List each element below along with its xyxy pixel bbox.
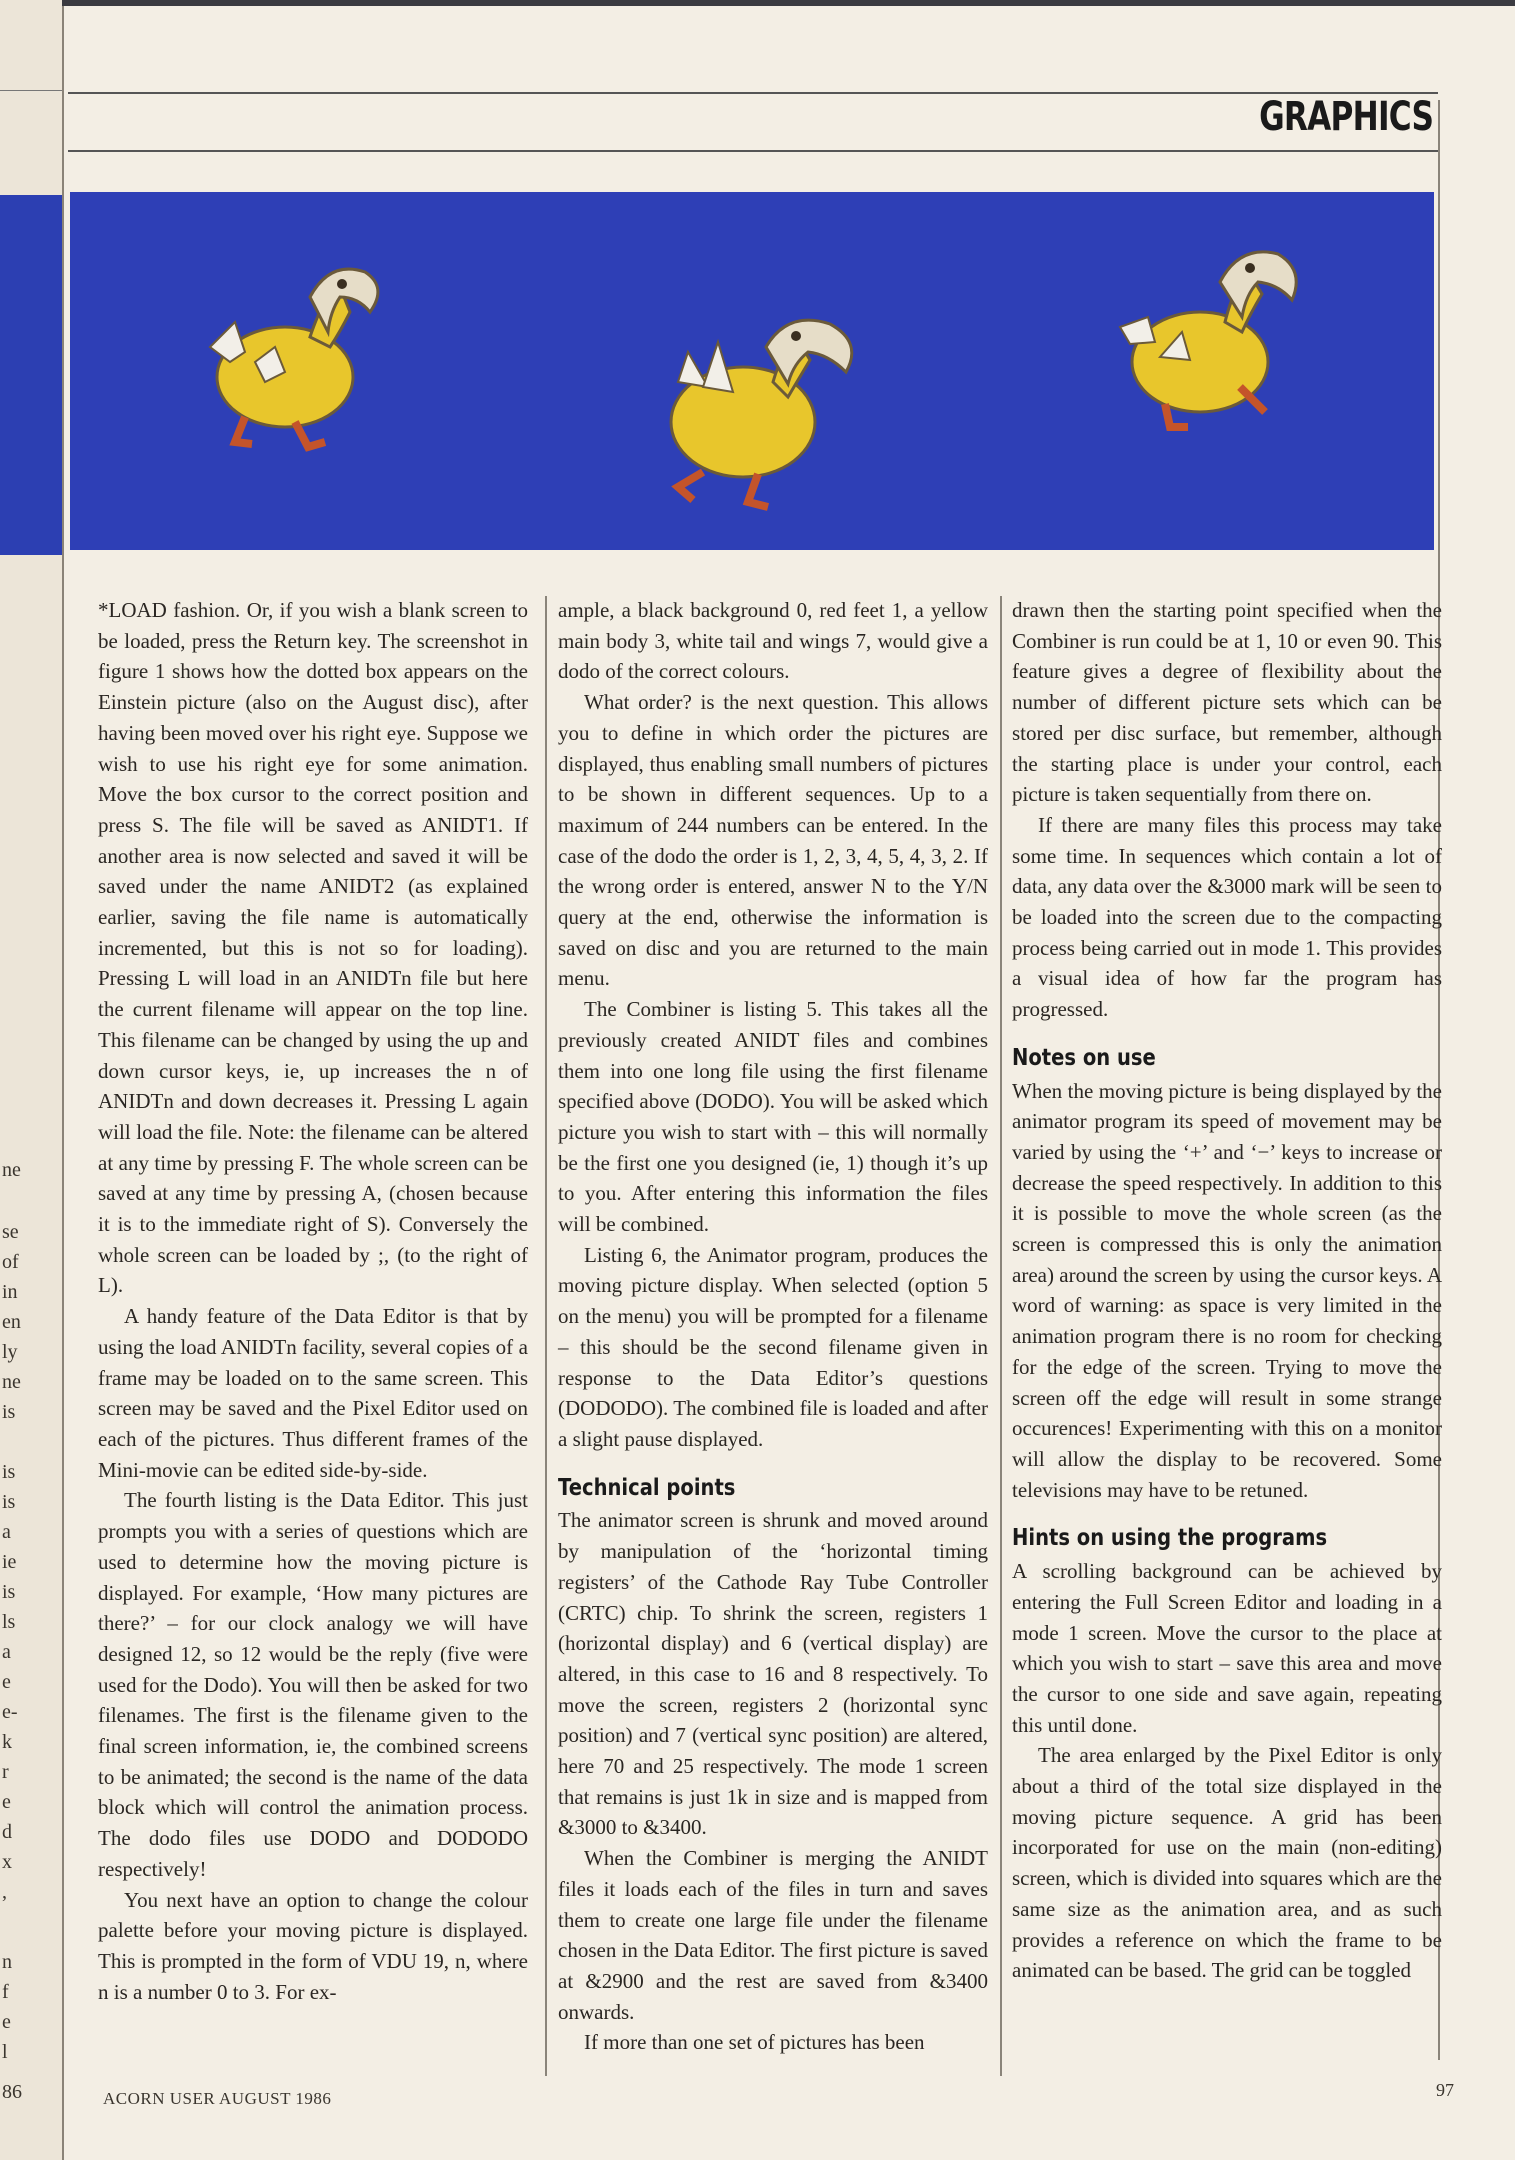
subheading-notes-on-use: Notes on use <box>1012 1044 1156 1071</box>
previous-page-fragment: ls <box>2 1611 16 1633</box>
previous-page-fragment: n <box>2 1951 12 1973</box>
dodo-animation-figure <box>70 192 1434 550</box>
paragraph: The area enlarged by the Pixel Editor is only about a third of the total size displayed in the moving picture sequence. A grid has been incorporated for use on the main (non-editing) screen, which is divided into squares which are the same size as the animation area, and as such provides a reference on which the frame to be animated can be based. The grid can be toggled <box>1012 1743 1442 1983</box>
text-column-1 <box>98 595 528 2007</box>
paragraph: When the Combiner is merging the ANIDT files it loads each of the files in turn and saves them to create one large file under the filename chosen in the Data Editor. The first picture is saved at &2900 and the rest are saved from &3400 onwards. <box>558 1846 988 2024</box>
header-rule-bottom <box>68 150 1438 152</box>
page-top-border <box>62 0 1515 6</box>
previous-page-fragment: , <box>2 1881 7 1903</box>
previous-page-fragment: ie <box>2 1551 17 1573</box>
paragraph: Listing 6, the Animator program, produces the moving picture display. When selected (option 5 on the menu) you will be prompted for a filename – this should be the second filename given in response to the Data Editor’s questions (DODODO). The combined file is loaded and after a slight pause displayed. <box>558 1242 988 1451</box>
paragraph: What order? is the next question. This allows you to define in which order the pictures are displayed, thus enabling small numbers of pictures to be shown in different sequences. Up to a maximum of 244 numbers can be entered. In the case of the dodo the order is 1, 2, 3, 4, 5, 4, 3, 2. If the wrong order is entered, answer N to the Y/N query at the end, otherwise the information is saved on disc and you are returned to the main menu. <box>558 690 988 991</box>
previous-page-fragment: en <box>2 1311 21 1333</box>
previous-page-fragment: x <box>2 1851 12 1873</box>
paragraph: The animator screen is shrunk and moved around by manipulation of the ‘horizontal timing registers’ of the Cathode Ray Tube Controller (CRTC) chip. To shrink the screen, registers 1 (horizontal display) and 6 (vertical display) are altered, in this case to 16 and 8 respectively. To move the screen, registers 2 (horizontal sync position) and 7 (vertical sync position) are altered, here 70 and 25 respectively. The mode 1 screen that remains is just 1k in size and is mapped from &3000 to &3400. <box>558 1508 988 1840</box>
subheading-technical-points: Technical points <box>558 1474 736 1501</box>
previous-page-fragment: e- <box>2 1701 18 1723</box>
paragraph: ample, a black background 0, red feet 1, a yellow main body 3, white tail and wings 7, would give a dodo of the correct colours. <box>558 598 988 684</box>
previous-page-fragment: d <box>2 1821 12 1843</box>
previous-page-fragment: r <box>2 1761 9 1783</box>
publication-footer: ACORN USER AUGUST 1986 <box>103 2089 332 2108</box>
paragraph: When the moving picture is being displayed by the animator program its speed of movement may be varied by using the ‘+’ and ‘−’ keys to increase or decrease the speed respectively. In addition to this it is possible to move the whole screen (as the screen is compressed this is only the animation area) around the screen by using the cursor keys. A word of warning: as space is very limited in the animation program there is no room for checking for the edge of the screen. Trying to move the screen off the edge will result in some strange occurences! Experimenting with this on a monitor will allow the display to be recovered. Some televisions may have to be retuned. <box>1012 1078 1442 1502</box>
previous-page-fragment: 86 <box>2 2081 22 2103</box>
previous-page-fragment: is <box>2 1401 16 1423</box>
section-title: GRAPHICS <box>1258 94 1433 140</box>
previous-page-fragment: f <box>2 1981 9 2003</box>
paragraph: The Combiner is listing 5. This takes all the previously created ANIDT files and combines them into one long file using the first filename specified above (DODO). You will be asked which picture you wish to start with – this will normally be the first one you designed (ie, 1) though it’s up to you. After entering this information the files will be combined. <box>558 997 988 1237</box>
paragraph: drawn then the starting point specified when the Combiner is run could be at 1, 10 or even 90. This feature gives a degree of flexibility about the number of different picture sets which can be stored per disc surface, but remember, although the starting place is under your control, each picture is taken sequentially from there on. <box>1012 598 1442 807</box>
previous-page-fragment: l <box>2 2041 8 2063</box>
paragraph: *LOAD fashion. Or, if you wish a blank screen to be loaded, press the Return key. The screenshot in figure 1 shows how the dotted box appears on the Einstein picture (also on the August disc), after having been moved over his right eye. Suppose we wish to use his right eye for some animation. Move the box cursor to the correct position and press S. The file will be saved as ANIDT1. If another area is now selected and saved it will be saved under the name ANIDT2 (as explained earlier, saving the file name is automatically incremented, but this is not so for loading). Pressing L will load in an ANIDTn file but here the current filename will appear on the top line. This filename can be changed by using the up and down cursor keys, ie, up increases the n of ANIDTn and down decreases it. Pressing L again will load the file. Note: the filename can be altered at any time by pressing F. The whole screen can be saved at any time by pressing A, (chosen because it is to the immediate right of S). Conversely the whole screen can be loaded by ;, (to the right of L). <box>98 598 528 1298</box>
previous-page-fragment: is <box>2 1491 16 1513</box>
previous-page-fragment: a <box>2 1641 11 1663</box>
previous-page-rule <box>0 90 62 91</box>
paragraph: A handy feature of the Data Editor is that by using the load ANIDTn facility, several copies of a frame may be loaded on to the same screen. This screen may be saved and the Pixel Editor used on each of the pictures. Thus different frames of the Mini-movie can be edited side-by-side. <box>98 1304 528 1482</box>
previous-page-figure-edge <box>0 195 62 555</box>
previous-page-fragment: e <box>2 1671 11 1693</box>
column-rule-2 <box>1000 596 1002 2076</box>
paragraph: The fourth listing is the Data Editor. This just prompts you with a series of questions which are used to determine how the moving picture is displayed. For example, ‘How many pictures are there?’ – for our clock analogy we will have designed 12, so 12 would be the reply (five were used for the Dodo). You will then be asked for two filenames. The first is the filename given to the final screen information, ie, the combined screens to be animated; the second is the name of the data block which will control the animation process. The dodo files use DODO and DODODO respectively! <box>98 1488 528 1881</box>
previous-page-fragment: e <box>2 2011 11 2033</box>
previous-page-fragment: of <box>2 1251 19 1273</box>
text-column-2 <box>558 595 988 2058</box>
paragraph: If more than one set of pictures has been <box>584 2030 925 2055</box>
previous-page-fragment: se <box>2 1221 19 1243</box>
dodo-frame-2-icon <box>648 302 868 522</box>
page-number: 97 <box>1436 2080 1454 2100</box>
text-column-3 <box>1012 595 1442 1986</box>
column-rule-1 <box>545 596 547 2076</box>
dodo-frame-3-icon <box>1110 232 1310 442</box>
previous-page-fragment: e <box>2 1791 11 1813</box>
paragraph: You next have an option to change the colour palette before your moving picture is displayed. This is prompted in the form of VDU 19, n, where n is a number 0 to 3. For ex- <box>98 1887 528 2004</box>
previous-page-fragment: ly <box>2 1341 18 1363</box>
dodo-frame-1-icon <box>190 252 390 462</box>
previous-page-fragment: is <box>2 1581 16 1603</box>
paragraph: If there are many files this process may take some time. In sequences which contain a lot of data, any data over the &3000 mark will be seen to be loaded into the screen due to the compacting process being carried out in mode 1. This provides a visual idea of how far the program has progressed. <box>1012 812 1442 1022</box>
previous-page-fragment: ne <box>2 1371 21 1393</box>
previous-page-fragment: in <box>2 1281 18 1303</box>
paragraph: A scrolling background can be achieved by entering the Full Screen Editor and loading in a mode 1 screen. Move the cursor to the place at which you wish to start – save this area and move the cursor to one side and save again, repeating this until done. <box>1012 1559 1442 1737</box>
subheading-hints: Hints on using the programs <box>1012 1525 1328 1552</box>
previous-page-fragment: k <box>2 1731 12 1753</box>
previous-page-fragment: ne <box>2 1159 21 1181</box>
header-rule-top <box>68 92 1438 94</box>
previous-page-fragment: a <box>2 1521 11 1543</box>
previous-page-fragment: is <box>2 1461 16 1483</box>
